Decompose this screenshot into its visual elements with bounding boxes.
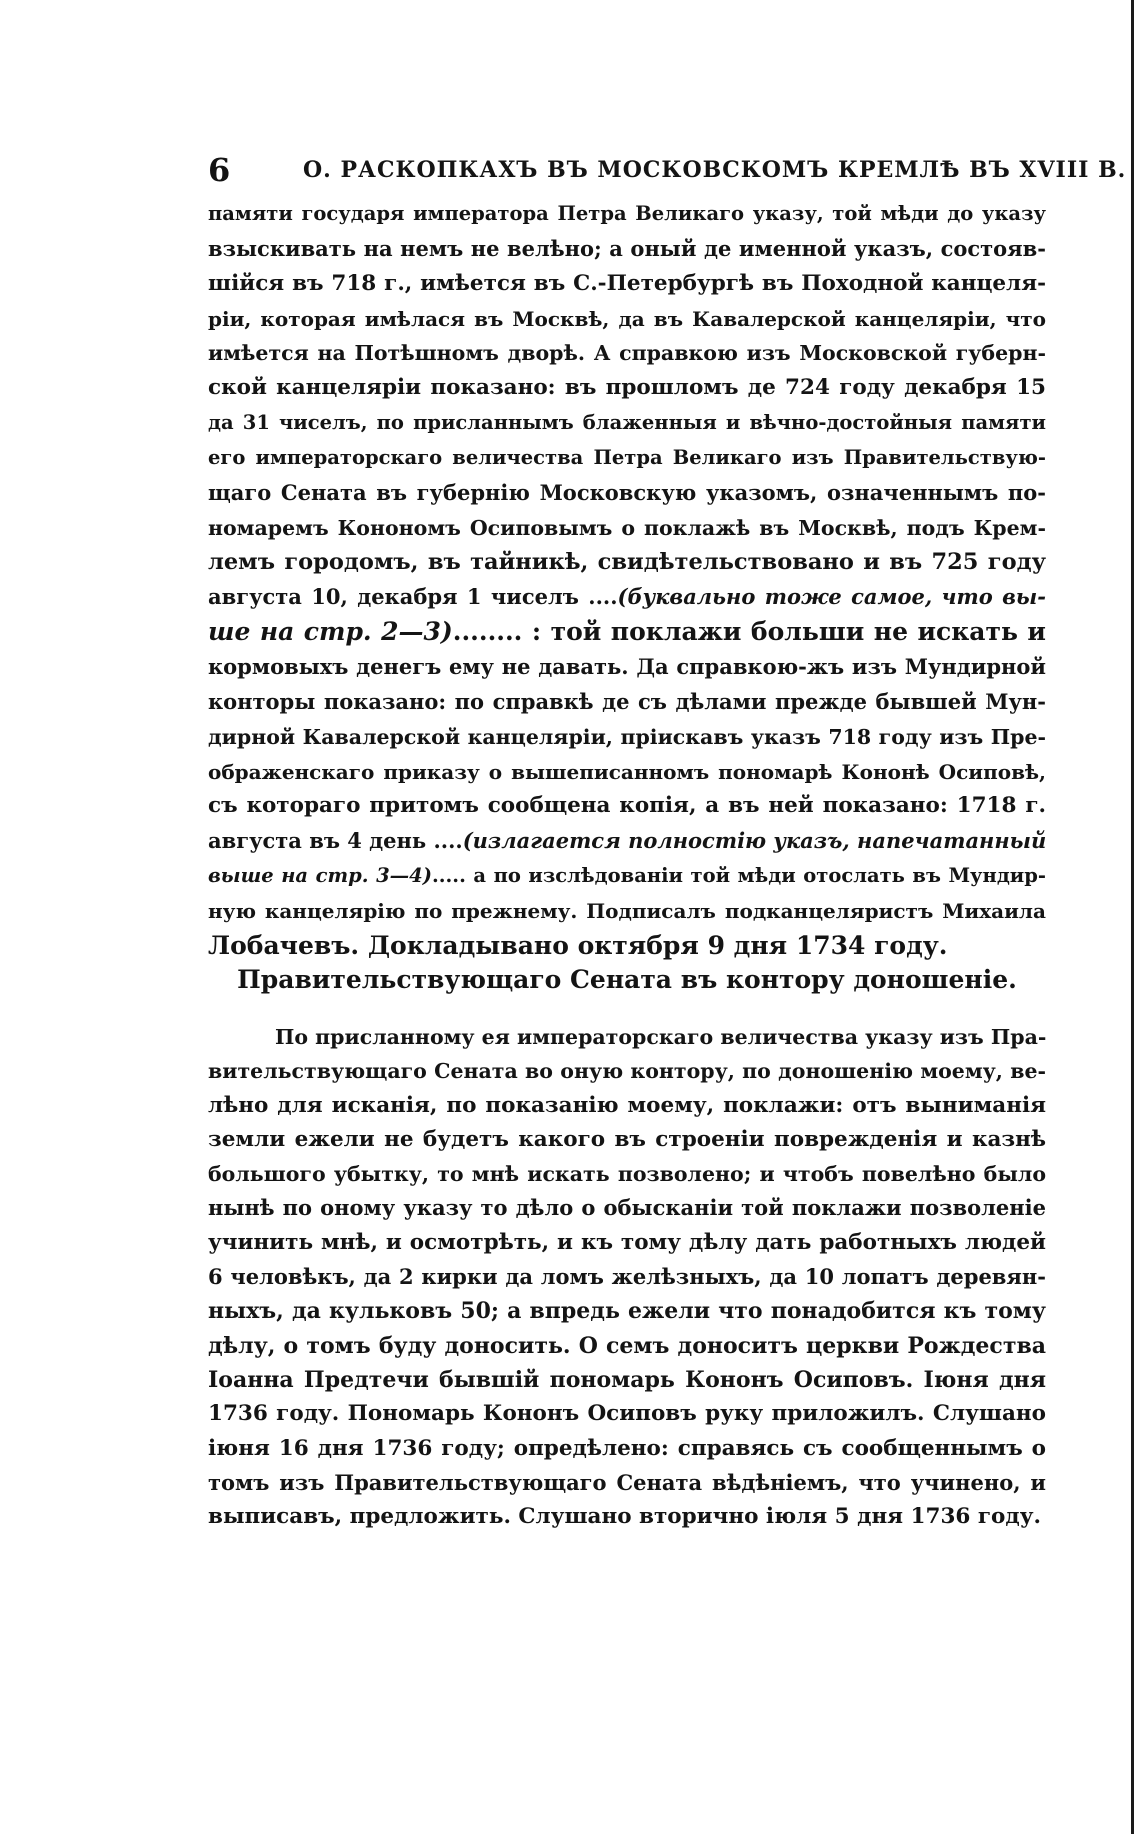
italic-segment: (буквально тоже самое, что вы- bbox=[617, 584, 1046, 610]
text-segment: ..... а по изслѣдованіи той мѣди отослать въ Мундир- bbox=[431, 864, 1047, 888]
text-line: съ котораго притомъ сообщена копія, а въ ней показано: 1718 г. bbox=[208, 793, 1046, 819]
text-line: кормовыхъ денегъ ему не давать. Да справкою-жъ изъ Мундирной bbox=[208, 653, 1046, 679]
text-line: памяти государя императора Петра Великаго указу, той мѣди до указу bbox=[208, 202, 1046, 225]
text-line: 1736 году. Пономарь Кононъ Осиповъ руку приложилъ. Слушано bbox=[208, 1401, 1046, 1427]
text-line: лемъ городомъ, въ тайникѣ, свидѣтельствовано и въ 725 году bbox=[208, 549, 1046, 576]
text-line: номаремъ Конономъ Осиповымъ о поклажѣ въ Москвѣ, подъ Крем- bbox=[208, 515, 1046, 540]
text-line: щаго Сената въ губернію Московскую указомъ, означеннымъ по- bbox=[208, 479, 1046, 505]
running-head bbox=[208, 150, 1127, 190]
text-line: земли ежели не будетъ какого въ строеніи поврежденія и казнѣ bbox=[208, 1126, 1046, 1152]
text-line: взыскивать на немъ не велѣно; а оный де именной указъ, состояв- bbox=[208, 235, 1046, 261]
text-line: вительствующаго Сената во оную контору, по доношенію моему, ве- bbox=[208, 1059, 1046, 1084]
text-line: ную канцелярію по прежнему. Подписалъ подканцеляристъ Михаила bbox=[208, 898, 1046, 923]
text-line: ріи, которая имѣлася въ Москвѣ, да въ Кавалерской канцеляріи, что bbox=[208, 306, 1046, 331]
text-line: Лобачевъ. Докладывано октября 9 дня 1734 году. bbox=[208, 930, 948, 960]
italic-segment: ше на стр. bbox=[208, 617, 372, 647]
text-line: нынѣ по оному указу то дѣло о обысканіи той поклажи позволеніе bbox=[208, 1195, 1046, 1221]
text-line: дирной Кавалерской канцеляріи, пріискавъ указъ 718 году изъ Пре- bbox=[208, 724, 1046, 749]
text-line-mixed bbox=[208, 824, 1046, 859]
text-line: 6 человѣкъ, да 2 кирки да ломъ желѣзныхъ, да 10 лопатъ деревян- bbox=[208, 1264, 1046, 1290]
text-line: ображенскаго приказу о вышеписанномъ пономарѣ Кононѣ Осиповѣ, bbox=[208, 759, 1046, 784]
text-line: его императорскаго величества Петра Великаго изъ Правительствую- bbox=[208, 445, 1046, 469]
text-line: дѣлу, о томъ буду доносить. О семъ доноситъ церкви Рождества bbox=[208, 1332, 1046, 1359]
text-line: ской канцеляріи показано: въ прошломъ де 724 году декабря 15 bbox=[208, 375, 1046, 401]
text-segment: августа 10, декабря 1 чиселъ .... bbox=[208, 584, 618, 610]
text-line: да 31 чиселъ, по присланнымъ блаженныя и вѣчно-достойныя памяти bbox=[208, 411, 1046, 435]
text-line-mixed bbox=[208, 580, 1046, 615]
text-line: большого убытку, то мнѣ искать позволено; и чтобъ повелѣно было bbox=[208, 1162, 1046, 1187]
text-line-mixed bbox=[208, 859, 1046, 894]
text-line-mixed bbox=[208, 615, 1046, 650]
text-line: шійся въ 718 г., имѣется въ С.-Петербургѣ въ Походной канцеля- bbox=[208, 270, 1046, 296]
paragraph-1 bbox=[208, 197, 1046, 964]
text-line: имѣется на Потѣшномъ дворѣ. А справкою изъ Московской губерн- bbox=[208, 341, 1046, 366]
italic-segment: (излагается полностію указъ, напечатанный bbox=[462, 828, 1047, 854]
italic-segment: выше на стр. 3—4) bbox=[208, 864, 432, 888]
text-line: учинить мнѣ, и осмотрѣть, и къ тому дѣлу дать работныхъ людей bbox=[208, 1229, 1046, 1255]
section-heading: Правительствующаго Сената въ контору доношеніе. bbox=[237, 965, 1017, 994]
page-edge-line bbox=[1131, 0, 1134, 1834]
text-line: лѣно для исканія, по показанію моему, поклажи: отъ выниманія bbox=[208, 1092, 1046, 1118]
text-segment: ........ : той поклажи больши не искать и bbox=[452, 617, 1046, 647]
text-line: томъ изъ Правительствующаго Сената вѣдѣніемъ, что учинено, и bbox=[208, 1469, 1046, 1495]
text-line: выписавъ, предложить. Слушано вторично іюля 5 дня 1736 году. bbox=[208, 1504, 1041, 1530]
text-line: іюня 16 дня 1736 году; опредѣлено: справясь съ сообщеннымъ о bbox=[208, 1435, 1046, 1461]
italic-segment: 2—3) bbox=[381, 617, 453, 647]
paragraph-2 bbox=[208, 1020, 1046, 1534]
text-line: конторы показано: по справкѣ де съ дѣлами прежде бывшей Мун- bbox=[208, 688, 1046, 714]
text-line: По присланному ея императорскаго величества указу изъ Пра- bbox=[275, 1025, 1047, 1049]
text-line: Іоанна Предтечи бывшій пономарь Кононъ Осиповъ. Іюня дня bbox=[208, 1366, 1046, 1393]
text-line: ныхъ, да кульковъ 50; а впредь ежели что понадобится къ тому bbox=[208, 1298, 1046, 1325]
running-title: О. РАСКОПКАХЪ ВЪ МОСКОВСКОМЪ КРЕМЛѢ ВЪ XVIII В. bbox=[303, 157, 1127, 183]
text-segment: августа въ 4 день .... bbox=[208, 828, 463, 854]
page-number: 6 bbox=[208, 151, 231, 189]
